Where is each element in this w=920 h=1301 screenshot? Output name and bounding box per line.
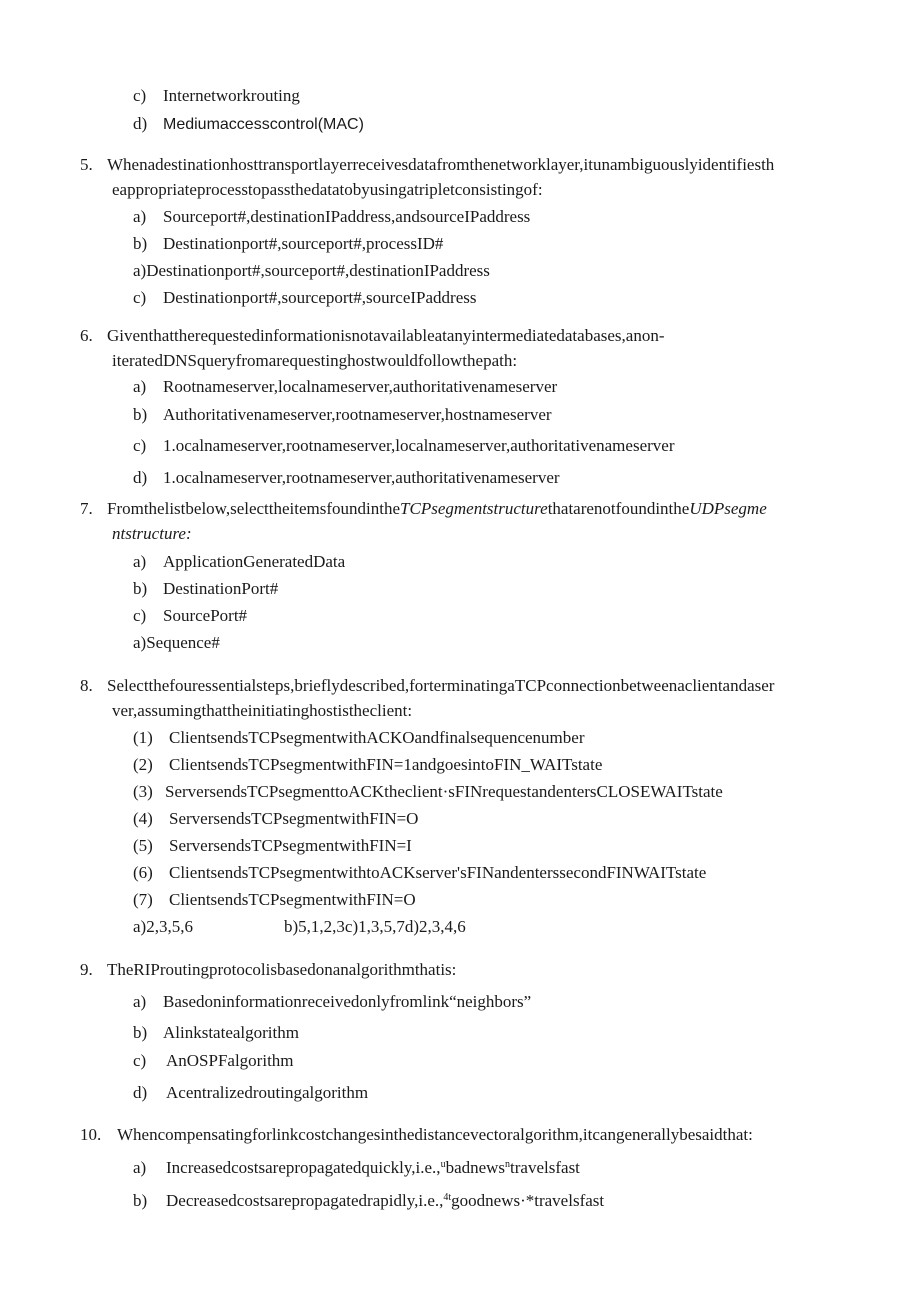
q8-answers-bcd: b)5,1,2,3c)1,3,5,7d)2,3,4,6 xyxy=(284,917,466,936)
q8-answer-a: a)2,3,5,6 xyxy=(133,917,193,936)
q9-stem: 9. TheRIProutingprotocolisbasedonanalgorithmthatis: xyxy=(80,960,457,979)
q9-option-d: d) Acentralizedroutingalgorithm xyxy=(133,1083,369,1102)
q6-option-b: b) Authoritativenameserver,rootnameserver,hostnameserver xyxy=(133,405,552,424)
q8-step-2: (2) ClientsendsTCPsegmentwithFIN=1andgoesintoFIN_WAITstate xyxy=(133,755,603,774)
q7-option-extra: a)Sequence# xyxy=(133,633,220,652)
q5-option-extra: a)Destinationport#,sourceport#,destinationIPaddress xyxy=(133,261,490,280)
q7-option-b: b) DestinationPort# xyxy=(133,579,279,598)
q9-option-c: c) AnOSPFalgorithm xyxy=(133,1051,294,1070)
q5-option-c: c) Destinationport#,sourceport#,sourceIPaddress xyxy=(133,288,477,307)
q7-stem: 7. Fromthelistbelow,selecttheitemsfoundintheTCPsegmentstructurethatarenotfoundintheUDPsegme xyxy=(80,499,767,518)
q6-option-d: d) 1.ocalnameserver,rootnameserver,authoritativenameserver xyxy=(133,468,560,487)
q8-step-3: (3) ServersendsTCPsegmenttoACKtheclient·sFINrequestandentersCLOSEWAITstate xyxy=(133,782,723,801)
q5-option-b: b) Destinationport#,sourceport#,processID# xyxy=(133,234,444,253)
q10-option-a: a) Increasedcostsarepropagatedquickly,i.e.,$^u$badnews$^n$travelsfast xyxy=(133,1158,580,1177)
q6-option-a: a) Rootnameserver,localnameserver,authoritativenameserver xyxy=(133,377,558,396)
q7-stem-cont: ntstructure: xyxy=(112,524,192,543)
q8-stem: 8. Selectthefouressentialsteps,brieflydescribed,forterminatingaTCPconnectionbetweenaclientandaser xyxy=(80,676,775,695)
q10-stem: 10. Whencompensatingforlinkcostchangesinthedistancevectoralgorithm,itcangenerallybesaidthat: xyxy=(80,1125,753,1144)
q6-stem: 6. Giventhattherequestedinformationisnotavailableatanyintermediatedatabases,anon- xyxy=(80,326,665,345)
q4-option-d: d) Mediumaccesscontrol(MAC) xyxy=(133,114,364,133)
q8-step-4: (4) ServersendsTCPsegmentwithFIN=O xyxy=(133,809,419,828)
q10-option-b: b) Decreasedcostsarepropagatedrapidly,i.e.,$^{4t}$goodnews·*travelsfast xyxy=(133,1191,605,1210)
q5-stem: 5. Whenadestinationhosttransportlayerreceivesdatafromthenetworklayer,itunambiguouslyidentifiesth xyxy=(80,155,775,174)
q5-stem-cont: eappropriateprocesstopassthedatatobyusingatripletconsistingof: xyxy=(112,180,543,199)
q8-step-1: (1) ClientsendsTCPsegmentwithACKOandfinalsequencenumber xyxy=(133,728,585,747)
q8-step-7: (7) ClientsendsTCPsegmentwithFIN=O xyxy=(133,890,416,909)
q9-option-a: a) Basedoninformationreceivedonlyfromlink“neighbors” xyxy=(133,992,532,1011)
q5-option-a: a) Sourceport#,destinationIPaddress,andsourceIPaddress xyxy=(133,207,531,226)
q6-option-c: c) 1.ocalnameserver,rootnameserver,localnameserver,authoritativenameserver xyxy=(133,436,675,455)
q7-option-c: c) SourcePort# xyxy=(133,606,248,625)
q9-option-b: b) Alinkstatealgorithm xyxy=(133,1023,299,1042)
q6-stem-cont: iteratedDNSqueryfromarequestinghostwouldfollowthepath: xyxy=(112,351,518,370)
q8-step-5: (5) ServersendsTCPsegmentwithFIN=I xyxy=(133,836,412,855)
q7-option-a: a) ApplicationGeneratedData xyxy=(133,552,346,571)
q8-step-6: (6) ClientsendsTCPsegmentwithtoACKserver'sFINandenterssecondFINWAITstate xyxy=(133,863,707,882)
q4-option-c: c) Internetworkrouting xyxy=(133,86,300,105)
q8-stem-cont: ver,assumingthattheinitiatinghostistheclient: xyxy=(112,701,413,720)
